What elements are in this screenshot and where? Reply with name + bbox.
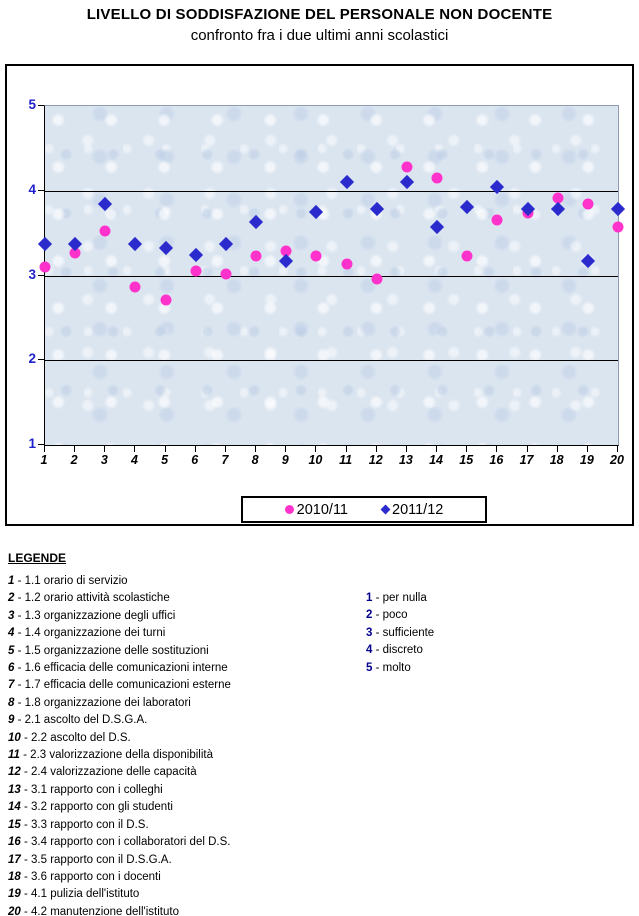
data-point-2010-11-x7 (220, 268, 231, 279)
legende-item-list (8, 573, 231, 916)
x-axis-label: 14 (429, 453, 443, 467)
plot-area (44, 105, 619, 446)
x-axis-tick (255, 446, 256, 452)
legende-item-text: - 4.1 pulizia dell'istituto (20, 888, 140, 901)
legende-item-text: - 2.1 ascolto del D.S.G.A. (14, 714, 148, 727)
x-axis-tick (587, 446, 588, 452)
legende-item-text: - 3.6 rapporto con i docenti (20, 870, 161, 883)
data-point-2010-11-x8 (251, 251, 262, 262)
data-point-2010-11-x10 (311, 251, 322, 262)
legende-item-number: 16 (8, 836, 21, 849)
legende-heading: LEGENDE (8, 551, 67, 565)
y-axis-label: 2 (28, 351, 36, 367)
x-axis-tick (315, 446, 316, 452)
legende-item-number: 18 (8, 870, 21, 883)
x-axis-label: 17 (519, 453, 534, 467)
data-point-2010-11-x14 (432, 173, 443, 184)
legende-item (8, 730, 231, 747)
scale-item-number: 2 (366, 609, 373, 622)
data-point-2011-12-x19 (581, 254, 595, 268)
x-axis-tick (466, 446, 467, 452)
x-axis-tick (134, 446, 135, 452)
legende-item-text: - 1.7 efficacia delle comunicazioni esterne (14, 679, 231, 692)
data-point-2010-11-x3 (100, 226, 111, 237)
legende-item-text: - 3.2 rapporto con gli studenti (20, 801, 173, 814)
x-axis-label: 2 (70, 453, 78, 467)
legende-item-text: - 2.4 valorizzazione delle capacità (20, 766, 197, 779)
legende-item (8, 608, 231, 625)
legende-item (8, 590, 231, 607)
legende-item-number: 9 (8, 714, 15, 727)
x-axis-tick (104, 446, 105, 452)
legende-item (8, 852, 231, 869)
x-axis-tick (165, 446, 166, 452)
legende-item-number: 5 (8, 644, 15, 657)
y-axis-tick (38, 190, 44, 191)
x-axis-tick (436, 446, 437, 452)
data-point-2011-12-x9 (279, 254, 293, 268)
legende-item (8, 834, 231, 851)
legende-item-number: 13 (8, 783, 21, 796)
x-axis-tick (285, 446, 286, 452)
legende-item-number: 2 (8, 592, 15, 605)
scale-item-text: - poco (372, 609, 408, 622)
legende-item-text: - 1.2 orario attività scolastiche (14, 592, 170, 605)
chart-legend (241, 496, 487, 523)
scale-item-number: 4 (366, 644, 373, 657)
legende-item (8, 817, 231, 834)
legende-item-number: 12 (8, 766, 21, 779)
scale-item-list (366, 590, 434, 677)
x-axis-tick (496, 446, 497, 452)
data-point-2010-11-x4 (130, 282, 141, 293)
legende-item (8, 573, 231, 590)
data-point-2010-11-x13 (401, 162, 412, 173)
legende-item-number: 15 (8, 818, 21, 831)
y-axis-label: 1 (28, 436, 36, 451)
data-point-2010-11-x19 (582, 199, 593, 210)
x-axis-label: 20 (610, 453, 624, 467)
scale-item-number: 3 (366, 626, 373, 639)
x-axis-tick (44, 446, 45, 452)
x-axis-label: 11 (339, 453, 353, 467)
data-point-2011-12-x8 (249, 215, 263, 229)
legend-entry-2010-11 (285, 502, 348, 518)
data-point-2011-12-x11 (340, 175, 354, 189)
legende-item (8, 695, 231, 712)
legende-item-number: 6 (8, 662, 15, 675)
y-axis-tick (38, 105, 44, 106)
legende-item (8, 660, 231, 677)
y-axis-tick (38, 275, 44, 276)
data-point-2011-12-x12 (370, 201, 384, 215)
y-axis-tick (38, 444, 44, 445)
gridline-y2 (45, 360, 618, 361)
x-axis-label: 7 (221, 453, 229, 467)
data-point-2011-12-x13 (400, 175, 414, 189)
x-axis-label: 18 (549, 453, 564, 467)
y-axis-label: 4 (28, 181, 36, 197)
legende-item-text: - 4.2 manutenzione dell'istituto (20, 905, 179, 916)
legende-item-text: - 2.2 ascolto del D.S. (20, 731, 131, 744)
data-point-2011-12-x7 (219, 237, 233, 251)
scale-item-text: - discreto (372, 644, 423, 657)
x-axis-label: 8 (251, 453, 259, 467)
legend-label-2010-11: 2010/11 (296, 501, 348, 518)
legende-item-text: - 1.8 organizzazione dei laboratori (14, 696, 191, 709)
scale-item-text: - molto (372, 661, 411, 674)
legende-item (8, 643, 231, 660)
x-axis-tick (225, 446, 226, 452)
x-axis-label: 16 (489, 453, 504, 467)
legende-section (8, 551, 633, 916)
data-point-2010-11-x5 (160, 295, 171, 306)
data-point-2010-11-x15 (462, 251, 473, 262)
data-point-2010-11-x6 (190, 266, 201, 277)
legende-item (8, 869, 231, 886)
legende-item-text: - 3.4 rapporto con i collaboratori del D.S. (20, 836, 231, 849)
circle-marker-icon (285, 505, 294, 514)
gridline-y3 (45, 276, 618, 277)
x-axis-label: 9 (281, 453, 289, 467)
legende-item-number: 4 (8, 627, 15, 640)
data-point-2010-11-x20 (613, 222, 624, 233)
data-point-2011-12-x10 (309, 205, 323, 219)
legende-item-text: - 1.5 organizzazione delle sostituzioni (14, 644, 209, 657)
x-axis-label: 13 (398, 453, 413, 467)
x-axis-tick (376, 446, 377, 452)
legende-item (8, 764, 231, 781)
legende-item (8, 799, 231, 816)
legende-item-text: - 1.4 organizzazione dei turni (14, 627, 166, 640)
legende-item-number: 3 (8, 609, 15, 622)
scale-item-number: 5 (366, 661, 373, 674)
legende-item-text: - 1.1 orario di servizio (14, 575, 128, 587)
scale-item-number: 1 (366, 592, 373, 604)
x-axis-label: 3 (100, 453, 108, 467)
data-point-2010-11-x11 (341, 259, 352, 270)
chart-subtitle: confronto fra i due ultimi anni scolastici (190, 27, 449, 44)
legende-item-text: - 3.3 rapporto con il D.S. (20, 818, 149, 831)
legende-item-number: 19 (8, 888, 21, 901)
legende-item-number: 7 (8, 679, 15, 692)
x-axis-label: 10 (308, 453, 323, 467)
legende-item-number: 10 (8, 731, 21, 744)
data-point-2011-12-x5 (159, 241, 173, 255)
data-point-2010-11-x16 (492, 215, 503, 226)
legende-item-text: - 2.3 valorizzazione della disponibilità (19, 749, 214, 762)
scale-item (366, 607, 434, 624)
x-axis-label: 19 (579, 453, 594, 467)
data-point-2011-12-x3 (98, 197, 112, 211)
x-axis-tick (617, 446, 618, 452)
legende-item (8, 625, 231, 642)
legende-item-number: 17 (8, 853, 21, 866)
legend-label-2011-12: 2011/12 (392, 501, 444, 518)
legende-item-number: 20 (8, 905, 21, 916)
legend-entry-2011-12 (382, 502, 443, 518)
x-axis-tick (406, 446, 407, 452)
x-axis-tick (74, 446, 75, 452)
data-point-2011-12-x4 (128, 237, 142, 251)
data-point-2011-12-x6 (189, 248, 203, 262)
data-point-2011-12-x20 (611, 201, 625, 215)
chart-frame (5, 64, 634, 526)
x-axis-tick (195, 446, 196, 452)
legende-item-number: 14 (8, 801, 21, 814)
legende-item-text: - 3.1 rapporto con i colleghi (20, 783, 163, 796)
legende-item (8, 886, 231, 903)
data-point-2011-12-x18 (551, 201, 565, 215)
x-axis-label: 1 (40, 453, 48, 467)
legende-item-number: 11 (8, 749, 20, 762)
data-point-2010-11-x12 (371, 273, 382, 284)
legende-item-number: 8 (8, 696, 15, 709)
scale-item (366, 590, 434, 607)
legende-item-number: 1 (8, 575, 15, 587)
chart-title: LIVELLO DI SODDISFAZIONE DEL PERSONALE NON DOCENTE (86, 6, 553, 23)
data-point-2011-12-x14 (430, 220, 444, 234)
y-axis-label: 5 (28, 97, 36, 112)
x-axis-tick (527, 446, 528, 452)
legende-item-text: - 3.5 rapporto con il D.S.G.A. (20, 853, 172, 866)
scale-item (366, 642, 434, 659)
x-axis-label: 4 (130, 453, 138, 467)
legende-item-text: - 1.3 organizzazione degli uffici (14, 609, 176, 622)
data-point-2010-11-x1 (40, 262, 51, 273)
legende-item-text: - 1.6 efficacia delle comunicazioni interne (14, 662, 228, 675)
x-axis-label: 12 (368, 453, 383, 467)
y-axis-label: 3 (28, 266, 36, 282)
legende-item (8, 677, 231, 694)
scale-item-text: - per nulla (372, 592, 427, 604)
data-point-2011-12-x15 (460, 200, 474, 214)
diamond-marker-icon (381, 505, 391, 515)
data-point-2011-12-x1 (38, 237, 52, 251)
scale-item (366, 625, 434, 642)
x-axis-tick (557, 446, 558, 452)
legende-item (8, 782, 231, 799)
legende-item (8, 712, 231, 729)
y-axis-tick (38, 359, 44, 360)
legende-item (8, 747, 231, 764)
x-axis-label: 6 (191, 453, 199, 467)
x-axis-tick (346, 446, 347, 452)
x-axis-label: 5 (161, 453, 169, 467)
legende-item (8, 904, 231, 916)
scale-item-text: - sufficiente (372, 626, 435, 639)
gridline-y4 (45, 191, 618, 192)
x-axis-label: 15 (459, 453, 474, 467)
scale-item (366, 660, 434, 677)
